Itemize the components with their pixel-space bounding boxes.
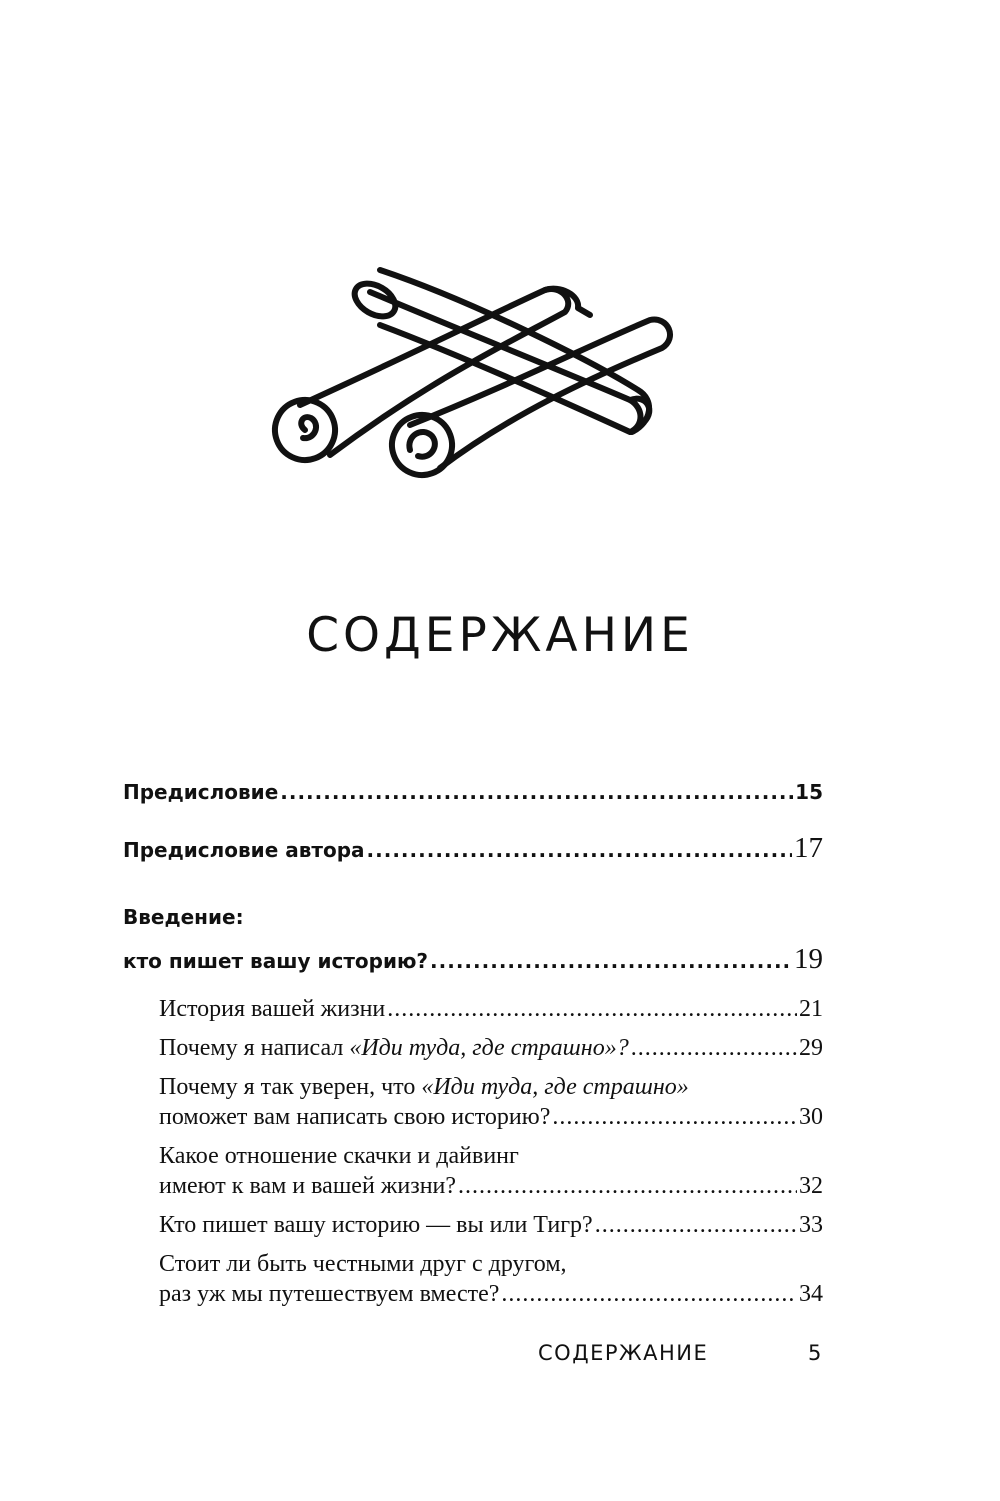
dot-leader xyxy=(458,1173,797,1200)
toc-entry-page: 33 xyxy=(799,1212,823,1238)
table-of-contents xyxy=(123,770,823,1308)
toc-entry-page: 34 xyxy=(799,1281,823,1307)
dot-leader xyxy=(430,949,792,973)
toc-subentry[interactable] xyxy=(159,1173,823,1200)
dot-leader xyxy=(552,1104,797,1131)
toc-subentry[interactable] xyxy=(159,1035,823,1062)
toc-subentry[interactable] xyxy=(159,1281,823,1308)
toc-entry-page: 17 xyxy=(794,832,823,864)
toc-subentry-line1[interactable]: Какое отношение скачки и дайвинг xyxy=(159,1143,519,1169)
toc-entry-label: поможет вам написать свою историю? xyxy=(159,1104,551,1130)
toc-entry-label: История вашей жизни xyxy=(159,996,386,1022)
toc-entry-label: кто пишет вашу историю? xyxy=(123,949,429,973)
toc-entry-page: 32 xyxy=(799,1173,823,1199)
toc-entry-page: 30 xyxy=(799,1104,823,1130)
toc-entry-label: раз уж мы путешествуем вместе? xyxy=(159,1281,500,1307)
toc-entry-label: Кто пишет вашу историю — вы или Тигр? xyxy=(159,1212,593,1238)
toc-subentry[interactable] xyxy=(159,1104,823,1131)
running-footer-title: СОДЕРЖАНИЕ xyxy=(538,1341,709,1365)
dot-leader xyxy=(367,838,792,862)
toc-entry-foreword[interactable] xyxy=(123,780,823,804)
dot-leader xyxy=(631,1035,797,1062)
toc-entry-page: 15 xyxy=(795,780,823,804)
dot-leader xyxy=(280,780,793,804)
toc-subentry[interactable] xyxy=(159,1212,823,1239)
toc-entry-label: Почему я написал «Иди туда, где страшно»? xyxy=(159,1035,629,1061)
toc-entry-author-foreword[interactable] xyxy=(123,832,823,865)
toc-entry-introduction[interactable] xyxy=(123,943,823,976)
toc-subentry[interactable] xyxy=(159,996,823,1023)
toc-entry-introduction-line1[interactable]: Введение: xyxy=(123,905,244,929)
toc-subentry-line1[interactable]: Стоит ли быть честными друг с другом, xyxy=(159,1251,567,1277)
page-title: СОДЕРЖАНИЕ xyxy=(306,608,694,663)
dot-leader xyxy=(501,1281,797,1308)
page-number: 5 xyxy=(808,1341,822,1365)
dot-leader xyxy=(387,996,797,1023)
toc-entry-label: Предисловие автора xyxy=(123,838,365,862)
toc-entry-page: 19 xyxy=(794,943,823,975)
toc-entry-label: имеют к вам и вашей жизни? xyxy=(159,1173,457,1199)
toc-entry-page: 29 xyxy=(799,1035,823,1061)
cinnamon-sticks-icon xyxy=(260,250,690,490)
dot-leader xyxy=(595,1212,797,1239)
toc-entry-page: 21 xyxy=(799,996,823,1022)
toc-subentry-line1[interactable]: Почему я так уверен, что «Иди туда, где страшно» xyxy=(159,1074,689,1100)
toc-entry-label: Предисловие xyxy=(123,780,279,804)
